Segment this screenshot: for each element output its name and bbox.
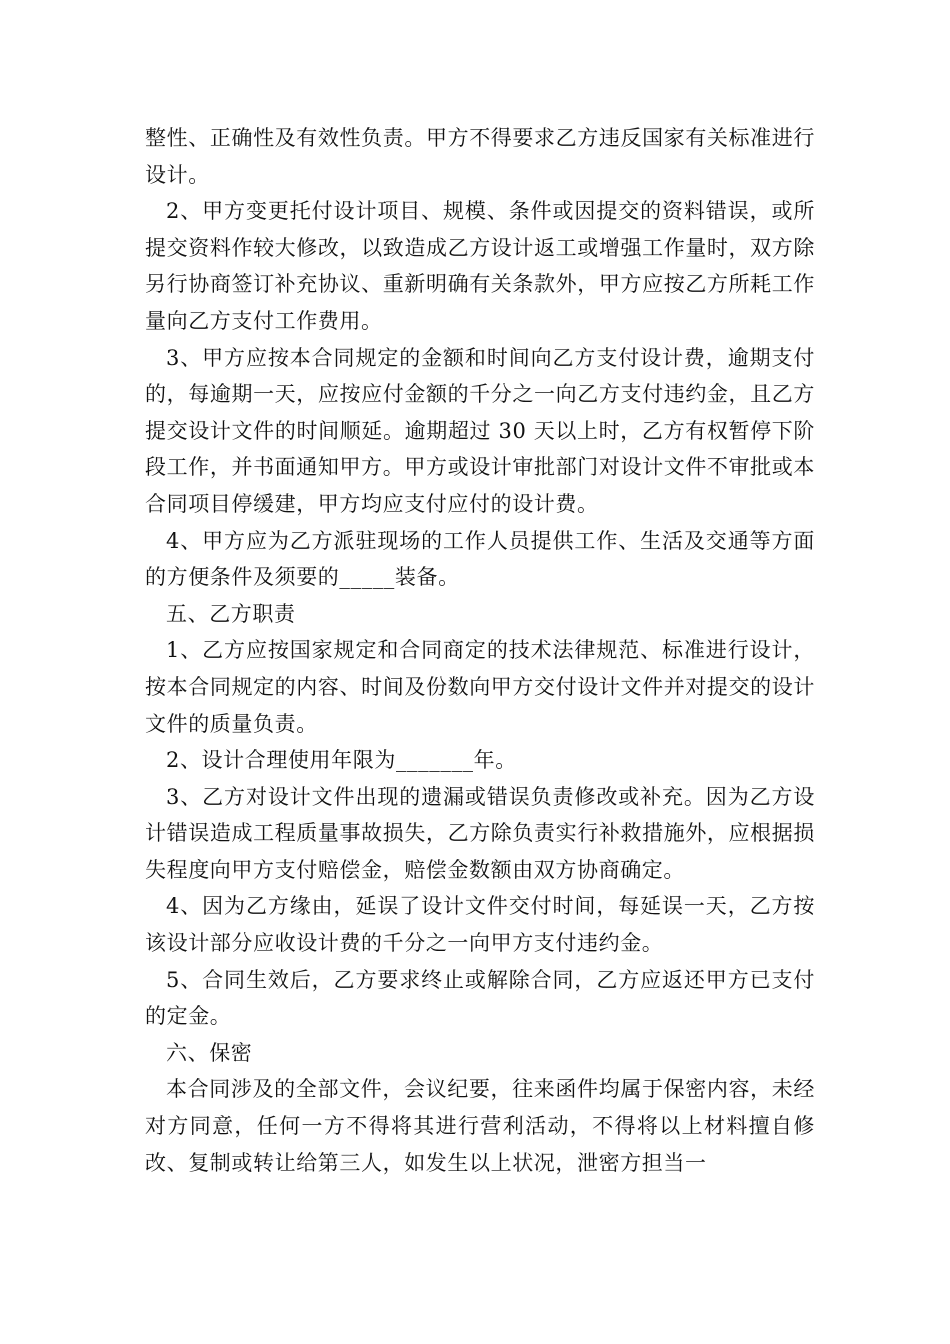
paragraph-continuation: 整性、正确性及有效性负责。甲方不得要求乙方违反国家有关标准进行设计。 — [145, 126, 815, 187]
paragraph-clause-4-2: 2、甲方变更托付设计项目、规模、条件或因提交的资料错误，或所提交资料作较大修改，以致造成乙方设计返工或增强工作量时，双方除另行协商签订补充协议、重新明确有关条款外，甲方应按乙方所耗工作量向乙方支付工作费用。 — [145, 199, 815, 333]
paragraph-clause-5-2: 2、设计合理使用年限为_______年。 — [166, 748, 517, 773]
document-body — [145, 120, 815, 1181]
paragraph-clause-5-5: 5、合同生效后，乙方要求终止或解除合同，乙方应返还甲方已支付的定金。 — [145, 967, 815, 1029]
paragraph-clause-5-4: 4、因为乙方缘由，延误了设计文件交付时间，每延误一天，乙方按该设计部分应收设计费的千分之一向甲方支付违约金。 — [145, 894, 815, 956]
paragraph-confidentiality: 本合同涉及的全部文件，会议纪要，往来函件均属于保密内容，未经对方同意，任何一方不得将其进行营利活动，不得将以上材料擅自修改、复制或转让给第三人，如发生以上状况，泄密方担当一 — [145, 1077, 815, 1175]
section-heading-confidentiality: 六、保密 — [166, 1040, 253, 1065]
section-heading-party-b-duties: 五、乙方职责 — [166, 601, 296, 626]
paragraph-clause-5-3: 3、乙方对设计文件出现的遗漏或错误负责修改或补充。因为乙方设计错误造成工程质量事故损失，乙方除负责实行补救措施外，应根据损失程度向甲方支付赔偿金，赔偿金数额由双方协商确定。 — [145, 784, 815, 882]
paragraph-clause-5-1: 1、乙方应按国家规定和合同商定的技术法律规范、标准进行设计，按本合同规定的内容、时间及份数向甲方交付设计文件并对提交的设计文件的质量负责。 — [145, 638, 815, 736]
paragraph-clause-4-3: 3、甲方应按本合同规定的金额和时间向乙方支付设计费，逾期支付的，每逾期一天，应按应付金额的千分之一向乙方支付违约金，且乙方提交设计文件的时间顺延。逾期超过 30 天以上时，乙方有权暂停下阶段工作，并书面通知甲方。甲方或设计审批部门对设计文件不审批或本合同项目停缓建，甲方均应支付应付的设计费。 — [145, 345, 815, 516]
paragraph-clause-4-4: 4、甲方应为乙方派驻现场的工作人员提供工作、生活及交通等方面的方便条件及须要的_____装备。 — [145, 528, 815, 590]
